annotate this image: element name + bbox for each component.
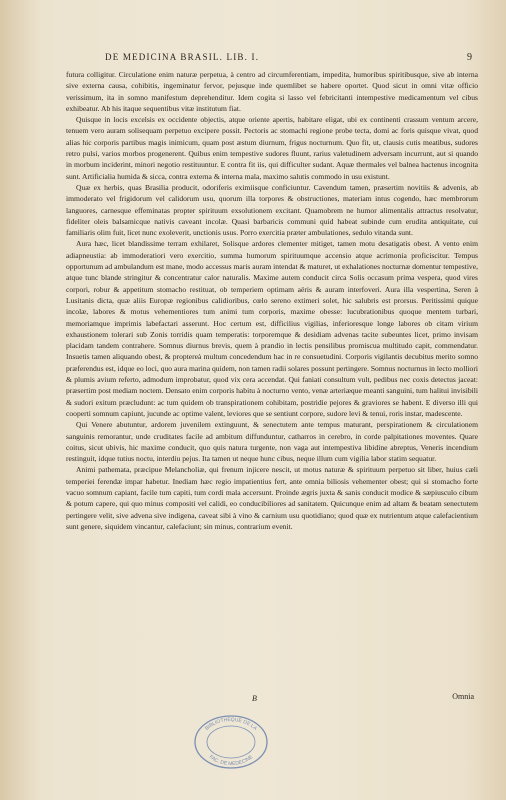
paragraph: Quæ ex herbis, quas Brasilia producit, odoriferis eximiisque conficiuntur. Cavendum tamen, præsertim novitiis & advenis, ab immoderato vel frigidorum vel calidorum usu, quorum illa torpores & obstructiones, materiam intus cogendo, hæc membrorum languores, carnesque effeminatas propter spirituum exsolutionem excitant. Quamobrem ne humor alimentalis attractus resolvatur, fideliter oleis balsamicque nativis caveant incolæ. Quasi barbaricis communi quid habeat subinde cum erudita antiquitate, cui familiaris olim fuit, licet nunc exoleverit, unctionis usus. Porro exercitia præter ambulationes, sedulo vitanda sunt. — [66, 182, 478, 238]
stamp-text-top: BIBLIOTHEQUE DE LA — [204, 716, 258, 732]
stamp-text-bottom: FAC. DE MEDECINE — [207, 754, 255, 768]
running-title: DE MEDICINA BRASIL. LIB. I. — [105, 52, 260, 62]
page-number: 9 — [467, 52, 472, 63]
paragraph: futura colligitur. Circulatione enim naturæ perpetua, à centro ad circumferentiam, impedita, humoribus spiritibusque, sive ab interna sive externa causa, cohibitis, ingeminatur fervor, pejusque inde quemlibet se habere oportet. Quod sicut in omni vitæ officio verissimum, ita in somno manifestum deprehenditur. Idem cogita si lasso vel febricitanti intempestive medicamentum vel cibus exhibeatur. Ab his itaque sequentibus vitæ institutum fiat. — [66, 70, 478, 113]
paragraph: Qui Venere abutuntur, ardorem juvenilem extinguunt, & senectutem ante tempus maturant, perspirationem & circulationem sanguinis remorantur, unde cruditates facile ad ambitum diffunduntur, catharros in cerebro, in corde palpitationes moventes. Quare coitus, sicut ubivis, hic maxime conducit, quo quis natura turgente, non vaga aut intempestiva libidine abreptus, Veneris incendium restinguit, idque tutius noctu, interdiu pejus. Ita tamen ut neque hunc cibus, neque illum cum vigilia labor statim sequatur. — [66, 420, 478, 464]
paragraph: Quisque in locis excelsis ex occidente objectis, atque oriente apertis, habitare eligat, ubi ex continenti crassum ventum arcere, tenuem vero auram solisequam perpetuo excipere possit. Pectoris ac stomachi regione probe tecta, domi ac foris quisque vivat, quod alias hic corporis partibus magis inimicum, quam post æstum diurnum, frigus nocturnum. Quo fit, ut, clausis cutis meatibus, sudores retro pulsi, varios morbos progenerent. Quibus enim tempestive sudores fluunt, rarius valetudinem adversam incurrunt, aut si quando in morbum inciderint, minori negotio restituuntur. E contra fit iis, qui difficulter sudant. Aquæ thermales vel balnea hactenus incognita sunt. Artificialia humida & sicca, contra externa & interna mala, maximo salutis commodo in usu existunt. — [66, 115, 478, 181]
running-header — [60, 52, 478, 66]
catchword: Omnia — [452, 692, 474, 701]
text-body — [66, 69, 478, 532]
paragraph: Aura hæc, licet blandissime terram exhilaret, Solisque ardores clementer mitiget, tamen motu desatigatis obest. A vento enim adiapneustia: ab immoderatiori vero exercitio, summa humorum spirituumque accensio atque acrimonia proficiscitur. Tempus opportunum ad ambulandum est mane, modo accessus maris auram intendat & maturet, ut exhalationes nocturnæ domentur tempestive, atque tunc blande stringitur & concentratur calor naturalis. Maxime autem conducit circa Solis occasum prima vespera, quod vires corpori, robur & appetitum stomacho restituat, ob temperiem optimam aëris & auram interfoveri. Aura illa vespertina, Seren à Lusitanis dicta, quæ aliis Europæ regionibus calidioribus, cœlo sereno extimeri solet, hic salubris est prorsus. Peritissimi quique incolæ, labores & motus vehementiores tum animi tum corporis, maxime obesse: lucubrationibus quoque mentem turbari, memoriamque imprimis labefactari asserunt. Hoc certum est, difficilius vigilias, inferioresque longe labores ob citam virium exhaustionem tolerari sub Zonis torridis quam temperatis: torporemque & desidiam advenas tacite subeuntes licet, primo invisam placidam tandem contrahere. Somnus diurnus brevis, quem à prandio in lectis pensilibus promiscua multitudo capit, commendatur. Insuetis tamen aliquando obest, & proptereà multum concedendum hac in re consuetudini. Corporis vigilantis decubitus merito somno præferendus est, idque eo loci, quo aura marina quidem, non tamen radii solares possunt pertingere. Somnus nocturnus in lecto molliori & plumis avium referto, admodum improbatur, quod vix cera accendat. Qui faniati consultum vult, pedibus nec coxis detectus jaceat: præsertim post mediam noctem. Densato enim corporis habitu à nocturno vento, venæ arteriæque meanti sanguini, tum halitui invisibili & sudori exitum præcludunt: ac tum quidem ob transpirationem cohibitam, postridie pejores & graviores se habent. E diverso illi qui cooperti somnum capiunt, jucunde ac optime valent, leviores que se sentiunt corpore, sudore levi & tenui, roris instar, madescente. — [66, 239, 478, 418]
paragraph: Animi pathemata, præcipue Melancholiæ, qui frenum injicere nescit, ut motus naturæ & spirituum perpetuo sit liber, huius cæli temperiei ferendæ impar habetur. Inediam hæc regio impatientius fert, ante omnia biliosis vehementer obest; qui si stomacho forte vacuo somnum capiant, facile tum capiti, tum cordi mala accersunt. Proinde ægris juxta & sanis conducit modice & sæpiusculo cibum & potum capere, qui quo minus compositi vel calidi, eo conducibiliores ad sanitatem. Quicunque enim ad altam & beatam senectutem pertingere velit, sive advena sive indigena, caveat sibi à vino & carnium usu quotidiano; quod quæ ex nutrientum atque calefacientium sunt genere, siquidem vincantur, calefaciunt; sin minus, contrarium evenit. — [66, 465, 478, 531]
page-footer — [66, 692, 478, 706]
signature-mark: B — [252, 694, 257, 703]
library-stamp-icon — [192, 713, 270, 771]
